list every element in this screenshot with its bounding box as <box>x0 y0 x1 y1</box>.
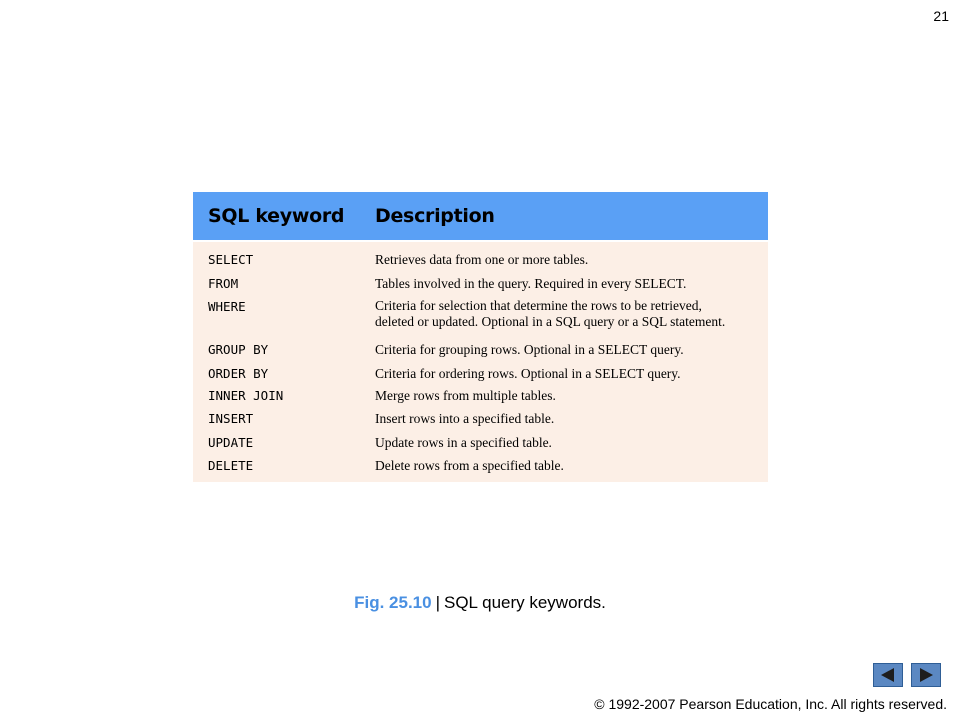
description-line: deleted or updated. Optional in a SQL query or a SQL statement. <box>375 314 726 329</box>
row-description <box>375 366 765 382</box>
row-keyword: UPDATE <box>208 435 254 450</box>
header-keyword: SQL keyword <box>208 205 345 227</box>
table-header <box>193 192 768 242</box>
description-line: Update rows in a specified table. <box>375 435 552 450</box>
slide-navigation <box>873 663 941 687</box>
previous-slide-button[interactable] <box>873 663 903 687</box>
header-description: Description <box>375 205 495 227</box>
row-description <box>375 411 765 427</box>
row-description <box>375 342 765 358</box>
triangle-right-icon <box>916 667 936 683</box>
row-description <box>375 435 765 451</box>
row-description <box>375 458 765 474</box>
slide-number: 21 <box>933 8 949 24</box>
row-description <box>375 388 765 404</box>
description-line: Insert rows into a specified table. <box>375 411 555 426</box>
row-description <box>375 252 765 268</box>
row-keyword: INSERT <box>208 411 254 426</box>
figure-label: Fig. 25.10 <box>354 593 432 612</box>
description-line: Delete rows from a specified table. <box>375 458 564 473</box>
row-description <box>375 276 765 292</box>
row-keyword: WHERE <box>208 299 246 314</box>
row-keyword: GROUP BY <box>208 342 269 357</box>
row-keyword: ORDER BY <box>208 366 269 381</box>
next-slide-button[interactable] <box>911 663 941 687</box>
description-line: Criteria for grouping rows. Optional in a SELECT query. <box>375 342 684 357</box>
row-description <box>375 298 765 330</box>
description-line: Tables involved in the query. Required in every SELECT. <box>375 276 687 291</box>
triangle-left-icon <box>878 667 898 683</box>
figure-caption <box>0 593 960 613</box>
row-keyword: INNER JOIN <box>208 388 284 403</box>
description-line: Merge rows from multiple tables. <box>375 388 556 403</box>
copyright-footer: © 1992-2007 Pearson Education, Inc. All rights reserved. <box>594 696 947 712</box>
row-keyword: FROM <box>208 276 239 291</box>
row-keyword: DELETE <box>208 458 254 473</box>
row-keyword: SELECT <box>208 252 254 267</box>
caption-separator: | <box>435 593 440 612</box>
sql-keyword-table <box>193 192 768 482</box>
description-line: Criteria for ordering rows. Optional in a SELECT query. <box>375 366 681 381</box>
description-line: Criteria for selection that determine the rows to be retrieved, <box>375 298 702 313</box>
description-line: Retrieves data from one or more tables. <box>375 252 589 267</box>
caption-text: SQL query keywords. <box>444 593 606 612</box>
